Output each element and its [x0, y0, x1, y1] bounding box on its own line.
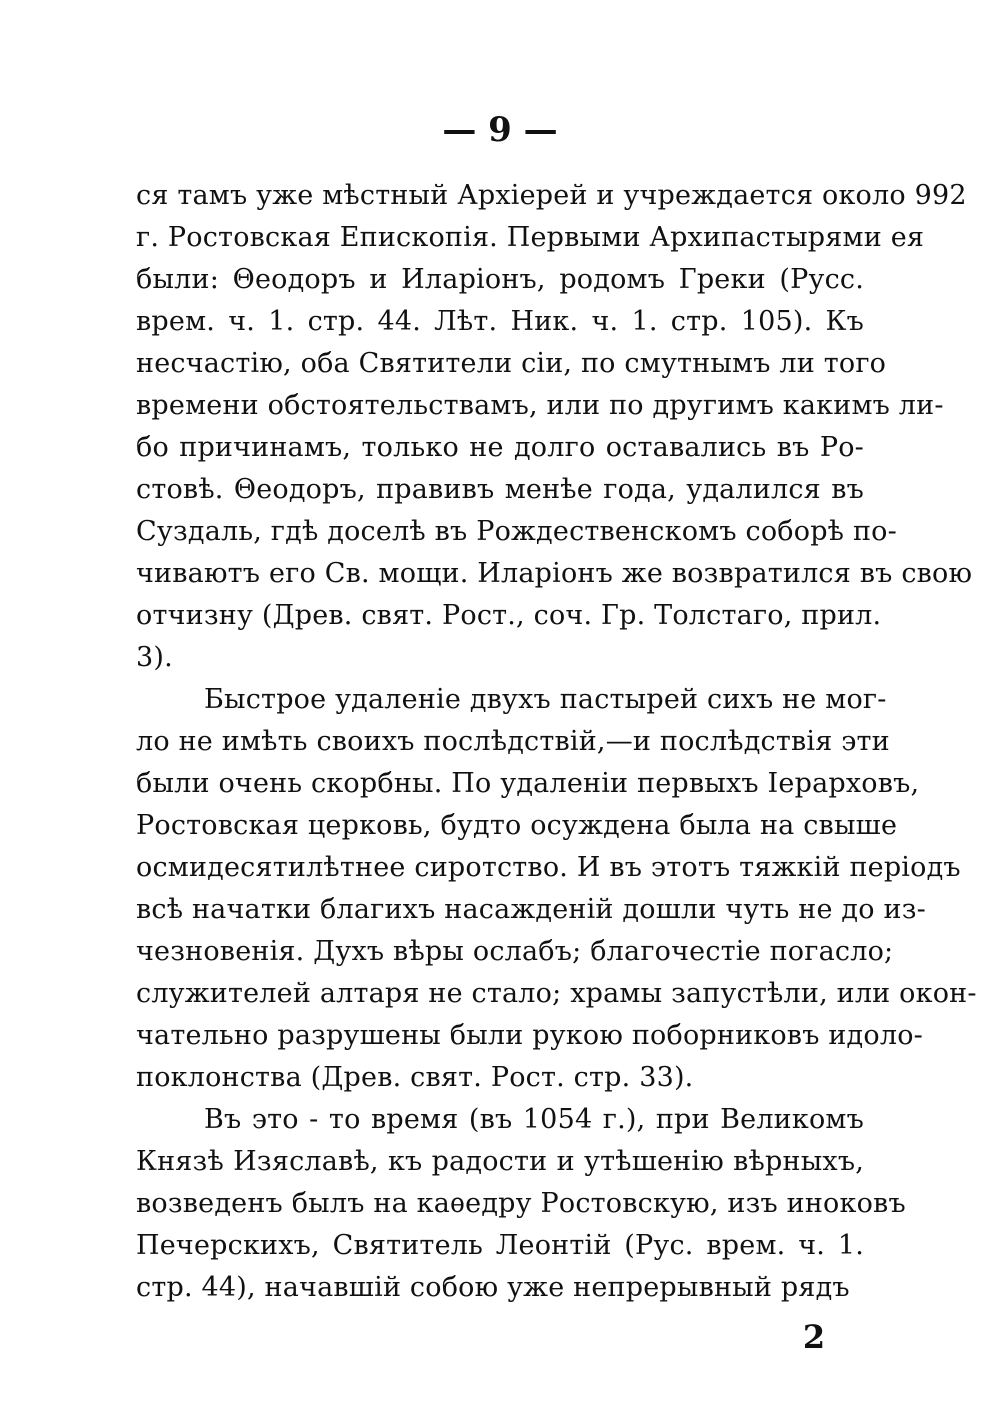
text-line: Суздаль, гдѣ доселѣ въ Рождественскомъ соборѣ по- [136, 516, 897, 547]
text-line: ло не имѣть своихъ послѣдствій,—и послѣдствія эти [136, 726, 890, 757]
page-number: — 9 — [442, 110, 558, 150]
text-line: ся тамъ уже мѣстный Архіерей и учреждается около 992 [136, 180, 967, 211]
text-line: служителей алтаря не стало; храмы запустѣли, или окон- [136, 978, 977, 1009]
paragraph-start-line: Быстрое удаленіе двухъ пастырей сихъ не мог- [204, 684, 887, 715]
text-line: чезновенія. Духъ вѣры ослабъ; благочестіе погасло; [136, 936, 894, 967]
text-line: были очень скорбны. По удаленіи первыхъ Іерарховъ, [136, 768, 920, 799]
text-line: Печерскихъ, Святитель Леонтій (Рус. врем. ч. 1. [136, 1230, 864, 1261]
text-line: врем. ч. 1. стр. 44. Лѣт. Ник. ч. 1. стр. 105). Къ [136, 306, 864, 337]
text-line: стовѣ. Θеодоръ, правивъ менѣе года, удалился въ [136, 474, 864, 505]
text-line: отчизну (Древ. свят. Рост., соч. Гр. Толстаго, прил. [136, 600, 882, 631]
paragraph-start-line: Въ это - то время (въ 1054 г.), при Великомъ [204, 1104, 864, 1135]
text-line: поклонства (Древ. свят. Рост. стр. 33). [136, 1062, 694, 1093]
text-line: чиваютъ его Св. мощи. Иларіонъ же возвратился въ свою [136, 558, 973, 589]
text-line: осмидесятилѣтнее сиротство. И въ этотъ тяжкій періодъ [136, 852, 961, 883]
text-line: стр. 44), начавшій собою уже непрерывный рядъ [136, 1272, 850, 1303]
text-line: возведенъ былъ на каѳедру Ростовскую, изъ иноковъ [136, 1188, 906, 1219]
text-line: всѣ начатки благихъ насажденій дошли чуть не до из- [136, 894, 926, 925]
text-line: 3). [136, 642, 173, 673]
signature-mark: 2 [802, 1318, 826, 1356]
text-line: времени обстоятельствамъ, или по другимъ какимъ ли- [136, 390, 944, 421]
text-line: были: Θеодоръ и Иларіонъ, родомъ Греки (Русс. [136, 264, 864, 295]
text-line: Князѣ Изяславѣ, къ радости и утѣшенію вѣрныхъ, [136, 1146, 864, 1177]
text-line: Ростовская церковь, будто осуждена была на свыше [136, 810, 898, 841]
text-line: несчастію, оба Святители сіи, по смутнымъ ли того [136, 348, 887, 379]
text-line: чательно разрушены были рукою поборниковъ идоло- [136, 1020, 923, 1051]
text-line: бо причинамъ, только не долго оставались въ Ро- [136, 432, 864, 463]
text-line: г. Ростовская Епископія. Первыми Архипастырями ея [136, 222, 925, 253]
